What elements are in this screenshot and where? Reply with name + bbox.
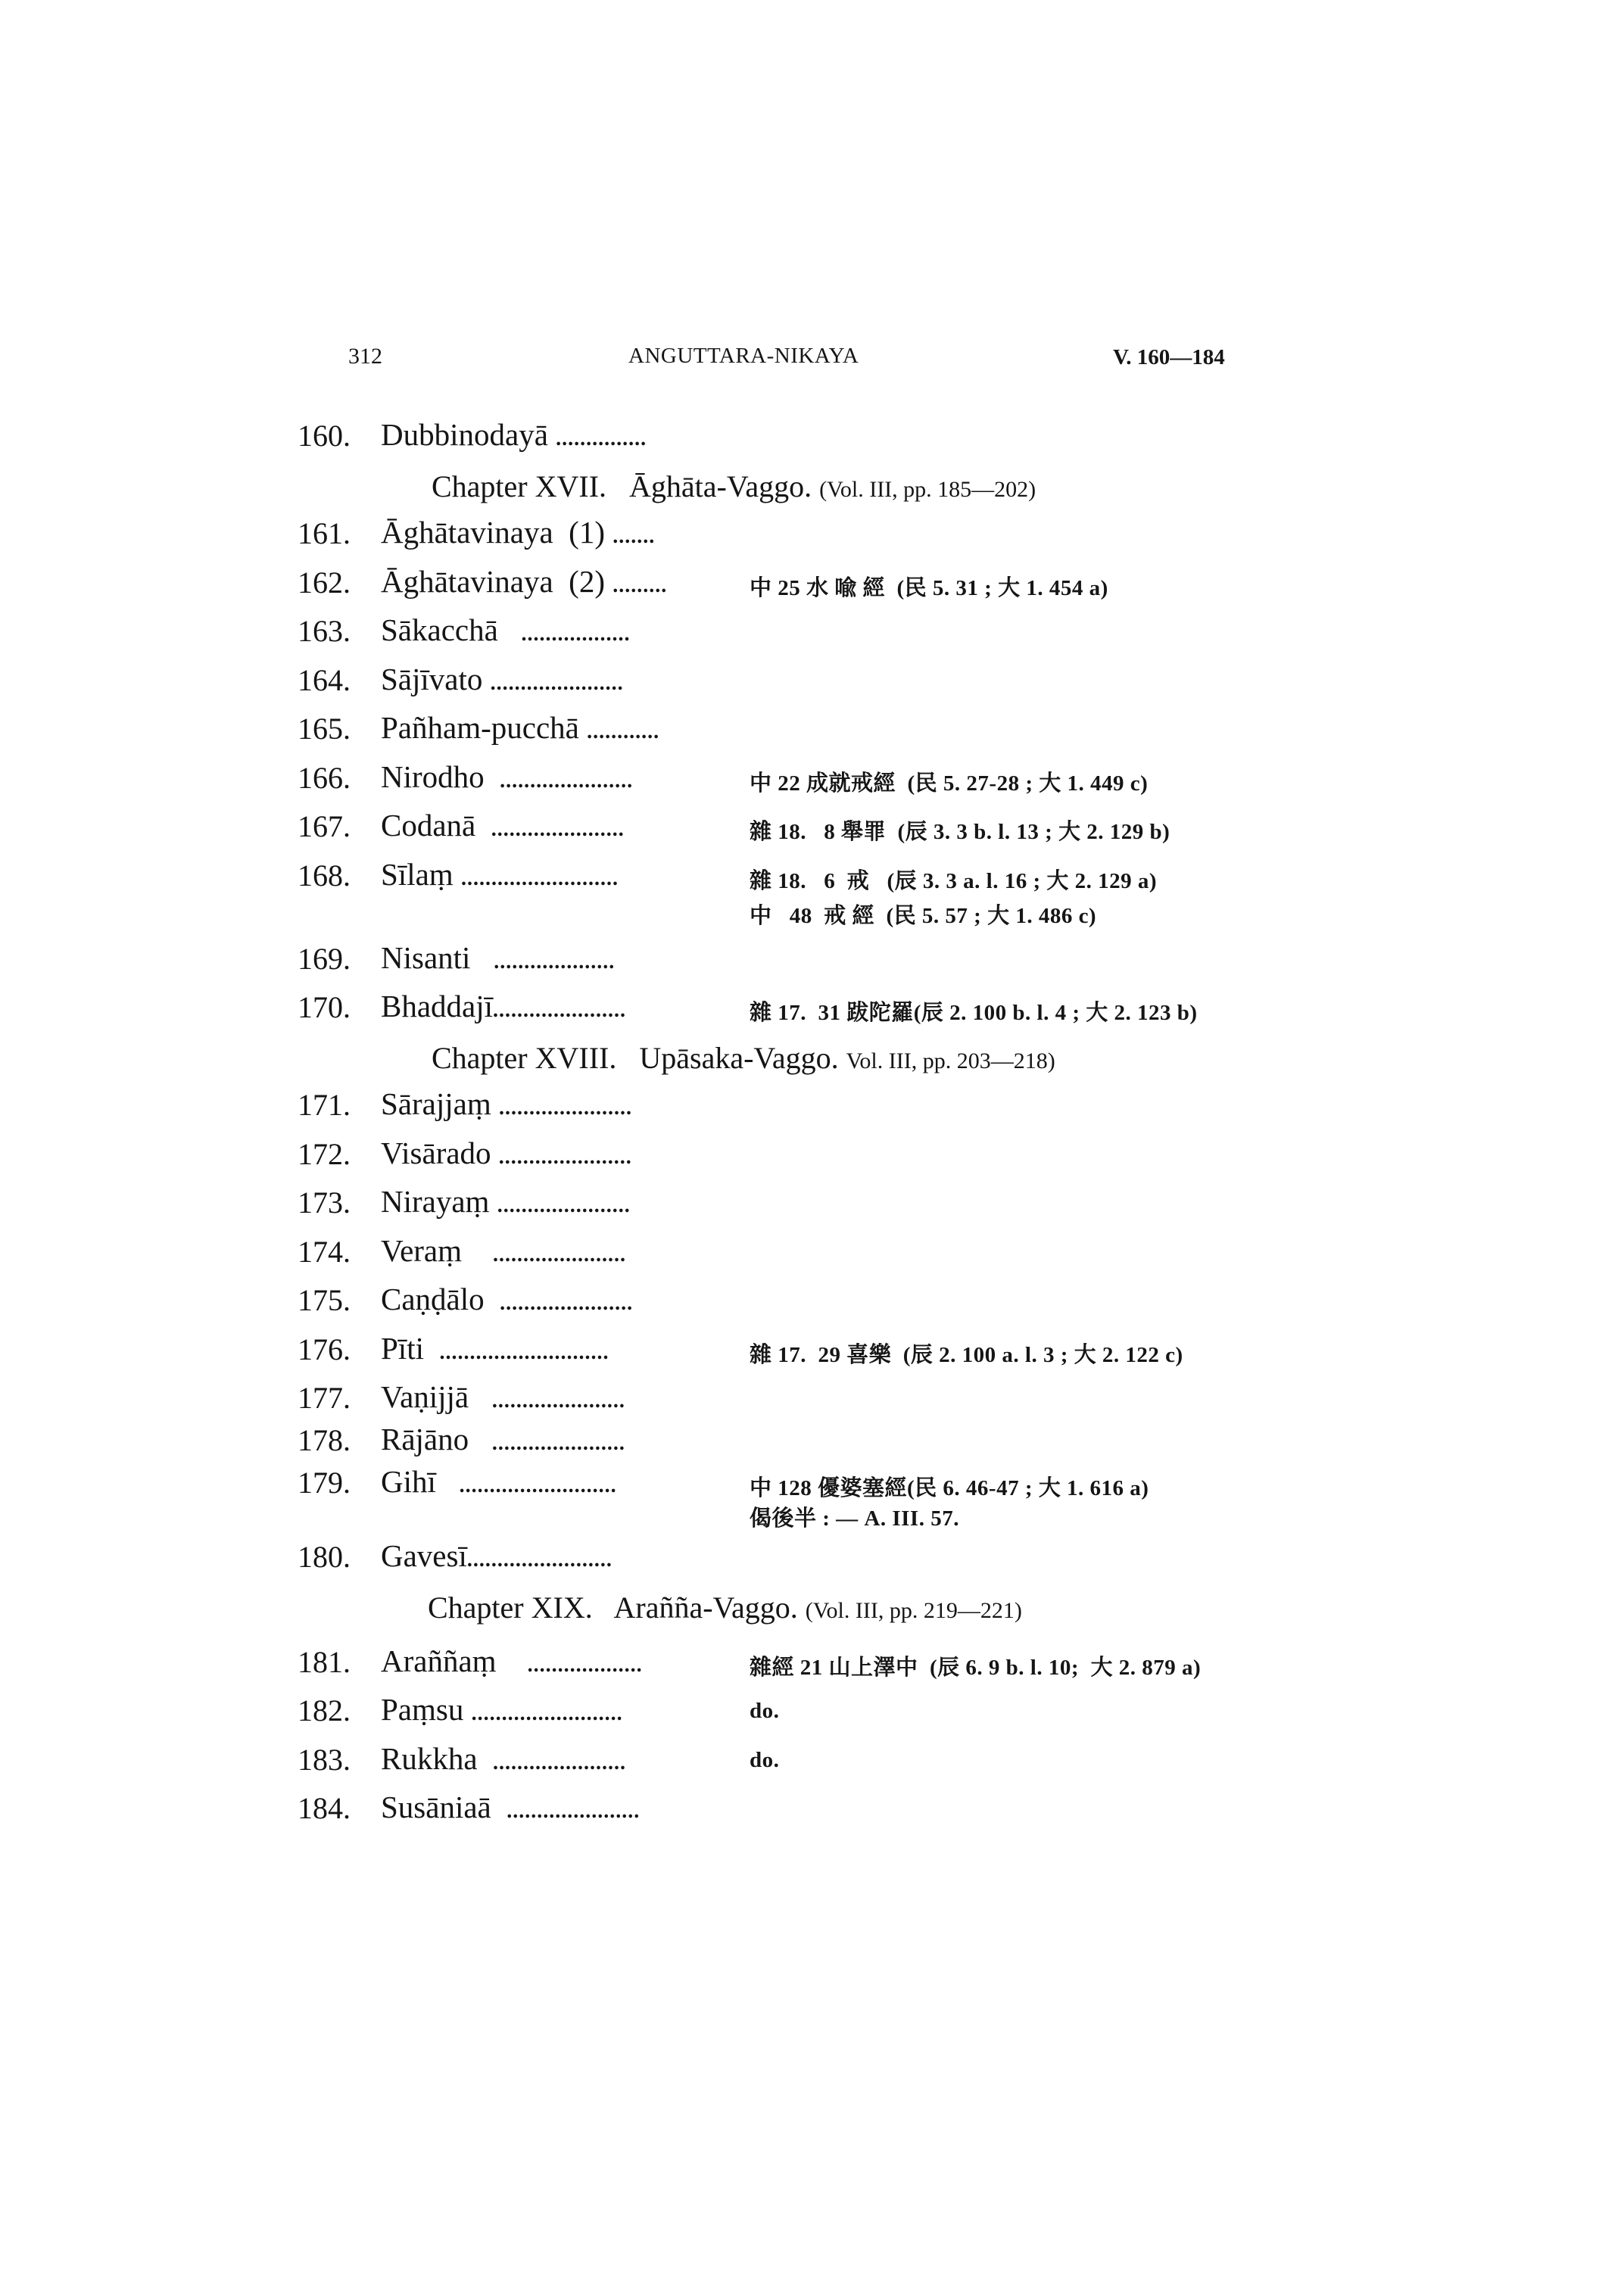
leader-dots: ...................	[527, 1653, 643, 1677]
chapter-heading	[291, 1036, 1389, 1085]
sutta-title: Gavesī	[381, 1538, 467, 1573]
sutta-name	[381, 1421, 625, 1457]
volume-reference: (Vol. III, pp. 185—202)	[819, 476, 1036, 502]
chapter-title	[432, 469, 1036, 504]
list-item	[291, 415, 1389, 464]
sutta-number: 169.	[298, 941, 351, 976]
sutta-number: 166.	[298, 760, 351, 795]
verse-note: 偈後半 : — A. III. 57.	[750, 1506, 959, 1531]
chinese-parallel: 雜 17. 29 喜樂 (辰 2. 100 a. l. 3 ; 大 2. 122 c)	[750, 1342, 1183, 1367]
leader-dots: ......................	[493, 1750, 627, 1774]
sutta-title: Araññaṃ	[381, 1643, 497, 1678]
sutta-title: Veraṃ	[381, 1232, 463, 1268]
sutta-number: 172.	[298, 1136, 351, 1171]
sutta-number: 161.	[298, 516, 351, 550]
chapter-label: Chapter XVII. Āghāta-Vaggo.	[432, 469, 812, 503]
sutta-name	[381, 759, 633, 795]
sutta-name	[381, 612, 631, 648]
sutta-number: 165.	[298, 712, 351, 746]
sutta-number: 167.	[298, 809, 351, 843]
list-item	[291, 986, 1389, 1036]
sutta-name	[381, 1232, 626, 1269]
sutta-name	[381, 856, 619, 893]
leader-dots: .........	[613, 573, 668, 597]
sutta-title: Paṃsu	[381, 1692, 464, 1727]
sutta-name	[381, 1643, 643, 1679]
list-item	[291, 512, 1389, 562]
sutta-name	[381, 1691, 623, 1728]
sutta-number: 175.	[298, 1283, 351, 1317]
leader-dots: ......................	[498, 1145, 632, 1169]
chapter-title	[432, 1040, 1055, 1076]
sutta-title: Dubbinodayā	[381, 417, 548, 452]
sutta-number: 183.	[298, 1742, 351, 1777]
sutta-title: Nisanti	[381, 939, 471, 975]
list-item	[291, 1690, 1389, 1739]
sutta-name	[381, 1086, 632, 1122]
sutta-name	[381, 988, 626, 1024]
sutta-title: Pīti	[381, 1330, 424, 1366]
chinese-parallel: do.	[750, 1747, 780, 1772]
sutta-title: Nirayaṃ	[381, 1184, 490, 1219]
sutta-number: 178.	[298, 1423, 351, 1457]
sutta-index-list	[291, 415, 1389, 1837]
sutta-title: Caṇḍālo	[381, 1282, 485, 1316]
sutta-number: 182.	[298, 1693, 351, 1728]
chinese-parallel: 中 25 水 喩 經 (民 5. 31 ; 大 1. 454 a)	[750, 575, 1108, 600]
chapter-label: Chapter XIX. Araññа-Vaggo.	[428, 1590, 798, 1625]
sutta-number: 176.	[298, 1332, 351, 1366]
sutta-title: Rājāno	[381, 1422, 469, 1456]
list-item	[291, 1787, 1389, 1837]
leader-dots: ......................	[491, 1389, 625, 1413]
sutta-title: Sārajjaṃ	[381, 1086, 491, 1121]
sutta-name	[381, 1463, 617, 1500]
sutta-name	[381, 939, 615, 976]
sutta-title: Vaṇijjā	[381, 1379, 469, 1414]
list-item	[291, 938, 1389, 987]
sutta-title: Nirodho	[381, 759, 485, 794]
sutta-name	[381, 807, 625, 843]
leader-dots: ........................	[466, 1548, 613, 1572]
page-header	[348, 344, 1257, 389]
sutta-number: 181.	[298, 1644, 351, 1679]
sutta-name	[381, 1537, 613, 1574]
leader-dots: ......................	[491, 1432, 625, 1455]
sutta-title: Sājīvato	[381, 661, 483, 696]
leader-dots: ......................	[493, 1242, 627, 1266]
sutta-name	[381, 416, 647, 453]
list-item	[291, 855, 1389, 938]
sutta-number: 177.	[298, 1381, 351, 1415]
list-item	[291, 1182, 1389, 1231]
chapter-heading	[291, 1585, 1389, 1641]
sutta-title: Susāniaā	[381, 1790, 491, 1824]
volume-reference: (Vol. III, pp. 219—221)	[805, 1597, 1022, 1623]
list-item	[291, 610, 1389, 659]
chinese-parallel: 雜 17. 31 跋陀羅(辰 2. 100 b. l. 4 ; 大 2. 123 b)	[750, 1001, 1198, 1025]
list-item	[291, 708, 1389, 757]
sutta-name	[381, 1183, 631, 1220]
sutta-name	[381, 1789, 640, 1825]
list-item	[291, 562, 1389, 611]
volume-reference: Vol. III, pp. 203—218)	[846, 1048, 1055, 1073]
list-item	[291, 1641, 1389, 1690]
sutta-number: 164.	[298, 662, 351, 697]
chinese-parallel: 中 22 成就戒經 (民 5. 27-28 ; 大 1. 449 c)	[750, 771, 1149, 796]
list-item	[291, 757, 1389, 806]
sutta-number: 174.	[298, 1234, 351, 1269]
sutta-number: 180.	[298, 1540, 351, 1574]
sutta-title: Gihī	[381, 1464, 436, 1499]
sutta-number: 173.	[298, 1185, 351, 1220]
sutta-number: 163.	[298, 614, 351, 648]
leader-dots: ......................	[500, 768, 634, 793]
leader-dots: ......................	[507, 1799, 641, 1823]
sutta-name	[381, 1379, 625, 1415]
leader-dots: ......................	[491, 818, 625, 841]
leader-dots: ...............	[556, 427, 647, 450]
chapter-heading	[291, 464, 1389, 513]
sutta-number: 171.	[298, 1088, 351, 1122]
leader-dots: ....................	[494, 949, 616, 974]
list-item	[291, 1419, 1389, 1462]
chapter-label: Chapter XVIII. Upāsaka-Vaggo.	[432, 1040, 839, 1075]
sutta-name	[381, 563, 667, 600]
list-item	[291, 1133, 1389, 1182]
sutta-range: V. 160—184	[1113, 345, 1225, 369]
page-number: 312	[348, 344, 382, 369]
sutta-title: Rukkha	[381, 1740, 478, 1776]
sutta-title: Sākacchā	[381, 612, 498, 647]
leader-dots: ..........................	[460, 866, 619, 890]
leader-dots: .........................	[471, 1702, 623, 1725]
sutta-title: Āghātavinaya (1)	[381, 515, 605, 550]
list-item	[291, 1084, 1389, 1133]
leader-dots: ......................	[497, 1194, 631, 1217]
sutta-title: Sīlaṃ	[381, 856, 454, 892]
sutta-number: 184.	[298, 1791, 351, 1825]
chapter-title	[428, 1590, 1022, 1625]
sutta-name	[381, 1330, 609, 1366]
sutta-name	[381, 1281, 633, 1317]
sutta-number: 160.	[298, 419, 351, 453]
sutta-number: 179.	[298, 1466, 351, 1500]
running-title: ANGUTTARA-NIKAYA	[628, 344, 859, 368]
chinese-parallel: do.	[750, 1699, 780, 1723]
list-item	[291, 1329, 1389, 1378]
list-item	[291, 1462, 1389, 1536]
sutta-number: 168.	[298, 858, 351, 893]
sutta-name	[381, 514, 655, 550]
sutta-title: Āghātavinaya (2)	[381, 563, 605, 599]
sutta-number: 170.	[298, 990, 351, 1024]
sutta-title: Bhaddajī	[381, 989, 494, 1023]
list-item	[291, 1377, 1389, 1419]
chinese-parallel: 中 128 優婆塞經(民 6. 46-47 ; 大 1. 616 a)	[750, 1476, 1149, 1500]
leader-dots: ......................	[490, 671, 624, 695]
leader-dots: ............................	[439, 1340, 609, 1364]
leader-dots: ............	[587, 720, 660, 743]
list-item	[291, 1536, 1389, 1585]
chinese-parallel-secondary: 中 48 戒 經 (民 5. 57 ; 大 1. 486 c)	[750, 903, 1097, 928]
list-item	[291, 1231, 1389, 1280]
sutta-name	[381, 661, 624, 697]
sutta-title: Visārado	[381, 1135, 491, 1170]
list-item	[291, 1739, 1389, 1788]
sutta-number: 162.	[298, 565, 351, 600]
sutta-name	[381, 1135, 632, 1171]
sutta-name	[381, 1740, 626, 1777]
chinese-parallel: 雜 18. 6 戒 (辰 3. 3 a. l. 16 ; 大 2. 129 a)	[750, 868, 1158, 893]
leader-dots: ......................	[493, 999, 627, 1022]
leader-dots: ..................	[521, 622, 631, 646]
list-item	[291, 1279, 1389, 1329]
leader-dots: ..........................	[459, 1474, 617, 1497]
leader-dots: ......................	[498, 1096, 632, 1120]
chinese-parallel: 雜 18. 8 舉罪 (辰 3. 3 b. l. 13 ; 大 2. 129 b)	[750, 820, 1170, 844]
sutta-title: Codanā	[381, 808, 476, 843]
list-item	[291, 805, 1389, 855]
sutta-title: Pañham-pucchā	[381, 710, 579, 745]
chinese-parallel: 雜經 21 山上澤中 (辰 6. 9 b. l. 10; 大 2. 879 a)	[750, 1655, 1202, 1680]
sutta-name	[381, 709, 659, 746]
list-item	[291, 659, 1389, 709]
leader-dots: ......................	[500, 1291, 634, 1315]
leader-dots: .......	[613, 525, 656, 548]
